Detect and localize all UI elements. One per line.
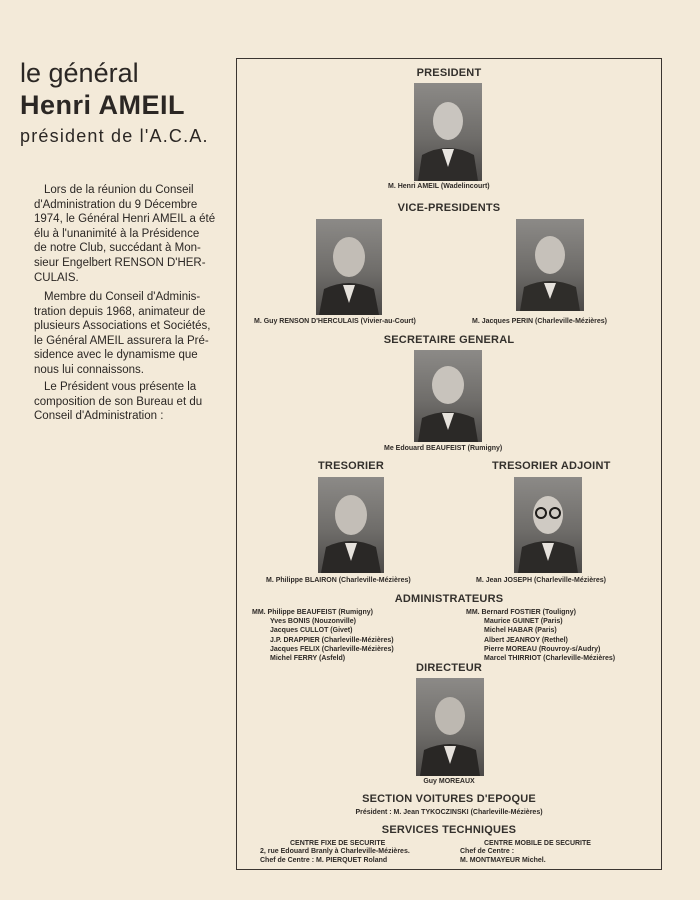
para2-line: tration depuis 1968, animateur de — [34, 305, 206, 318]
president-heading: PRESIDENT — [416, 67, 482, 79]
portrait-icon — [416, 678, 484, 776]
administrator-entry: MM. Bernard FOSTIER (Touligny) — [466, 609, 576, 616]
administrator-entry: J.P. DRAPPIER (Charleville-Mézières) — [270, 636, 394, 644]
para2-line: le Général AMEIL assurera la Pré- — [34, 334, 209, 347]
technical-services-heading: SERVICES TECHNIQUES — [381, 824, 517, 836]
para1-line: CULAIS. — [34, 271, 79, 284]
para1-line: élu à l'unanimité à la Présidence — [34, 227, 200, 240]
treasurer-photo — [318, 477, 384, 573]
vintage-section-heading: SECTION VOITURES D'EPOQUE — [362, 793, 536, 805]
intro-paragraph-1 — [34, 183, 220, 285]
mobile-centre-block — [460, 840, 591, 865]
portrait-icon — [514, 477, 582, 573]
mobile-centre-line: M. MONTMAYEUR Michel. — [460, 856, 546, 864]
fixed-centre-line: 2, rue Edouard Branly à Charleville-Mézières. — [260, 848, 410, 856]
administrator-entry: Jacques FELIX (Charleville-Mézières) — [270, 645, 394, 653]
para2-line: sidence avec le dynamisme que — [34, 349, 198, 362]
treasurer-adjoint-caption: M. Jean JOSEPH (Charleville-Mézières) — [476, 577, 606, 584]
administrator-entry: Michel FERRY (Asfeld) — [270, 655, 346, 663]
administrator-entry: Yves BONIS (Nouzonville) — [270, 618, 356, 626]
administrators-heading: ADMINISTRATEURS — [394, 593, 504, 605]
administrator-entry: Michel HABAR (Paris) — [484, 627, 557, 635]
fixed-centre-line: CENTRE FIXE DE SECURITE — [290, 840, 386, 847]
title-line-3: président de l'A.C.A. — [20, 126, 209, 146]
para3-line: Le Président vous présente la — [44, 381, 197, 393]
director-heading: DIRECTEUR — [416, 662, 482, 674]
administrators-left-list — [252, 608, 394, 663]
director-caption: Guy MOREAUX — [423, 778, 475, 785]
para1-line: Lors de la réunion du Conseil — [44, 184, 194, 196]
administrator-entry: Jacques CULLOT (Givet) — [270, 627, 353, 635]
director-photo — [416, 678, 484, 776]
vintage-president-line: Président : M. Jean TYKOCZINSKI (Charleville-Mézières) — [355, 809, 543, 816]
administrators-right-list — [466, 608, 615, 663]
para1-line: d'Administration du 9 Décembre — [34, 198, 198, 211]
para1-line: 1974, le Général Henri AMEIL a été — [34, 213, 216, 226]
vice-president-2-photo — [516, 219, 584, 311]
title-line-2: Henri AMEIL — [20, 90, 186, 120]
intro-paragraph-3 — [34, 380, 220, 424]
vice-presidents-heading: VICE-PRESIDENTS — [397, 202, 501, 214]
portrait-icon — [516, 219, 584, 311]
secretary-heading: SECRETAIRE GENERAL — [383, 334, 515, 346]
vice-president-1-caption: M. Guy RENSON D'HERCULAIS (Vivier-au-Court) — [254, 318, 416, 325]
administrator-entry: Marcel THIRRIOT (Charleville-Mézières) — [484, 655, 616, 663]
treasurer-heading: TRESORIER — [318, 460, 384, 472]
para2-line: nous lui connaissons. — [34, 363, 144, 376]
vice-president-1-photo — [316, 219, 382, 315]
para3-line: Conseil d'Administration : — [34, 410, 164, 423]
administrator-entry: Pierre MOREAU (Rouvroy-s/Audry) — [484, 645, 601, 653]
secretary-caption: Me Edouard BEAUFEIST (Rumigny) — [384, 445, 503, 452]
intro-paragraph-2 — [34, 290, 220, 378]
administrator-entry: Maurice GUINET (Paris) — [484, 618, 563, 626]
administrator-entry: Albert JEANROY (Rethel) — [484, 636, 568, 644]
para1-line: sieur Engelbert RENSON D'HER- — [34, 256, 206, 269]
portrait-icon — [316, 219, 382, 315]
fixed-centre-block — [260, 840, 410, 865]
president-caption: M. Henri AMEIL (Wadelincourt) — [388, 183, 490, 190]
portrait-icon — [414, 83, 482, 181]
fixed-centre-line: Chef de Centre : M. PIERQUET Roland — [260, 856, 388, 864]
para2-line: plusieurs Associations et Sociétés, — [34, 320, 211, 333]
mobile-centre-line: CENTRE MOBILE DE SECURITE — [484, 840, 591, 847]
treasurer-adjoint-photo — [514, 477, 582, 573]
portrait-icon — [414, 350, 482, 442]
administrator-entry: MM. Philippe BEAUFEIST (Rumigny) — [252, 609, 373, 616]
president-photo — [414, 83, 482, 181]
title-line-1: le général — [20, 58, 139, 88]
vice-president-2-caption: M. Jacques PERIN (Charleville-Mézières) — [472, 318, 607, 325]
para3-line: composition de son Bureau et du — [34, 395, 203, 408]
treasurer-caption: M. Philippe BLAIRON (Charleville-Mézières) — [266, 577, 411, 584]
para2-line: Membre du Conseil d'Adminis- — [44, 291, 201, 303]
para1-line: de notre Club, succédant à Mon- — [34, 242, 201, 255]
treasurer-adjoint-heading: TRESORIER ADJOINT — [492, 460, 611, 472]
mobile-centre-line: Chef de Centre : — [460, 848, 515, 856]
secretary-photo — [414, 350, 482, 442]
portrait-icon — [318, 477, 384, 573]
